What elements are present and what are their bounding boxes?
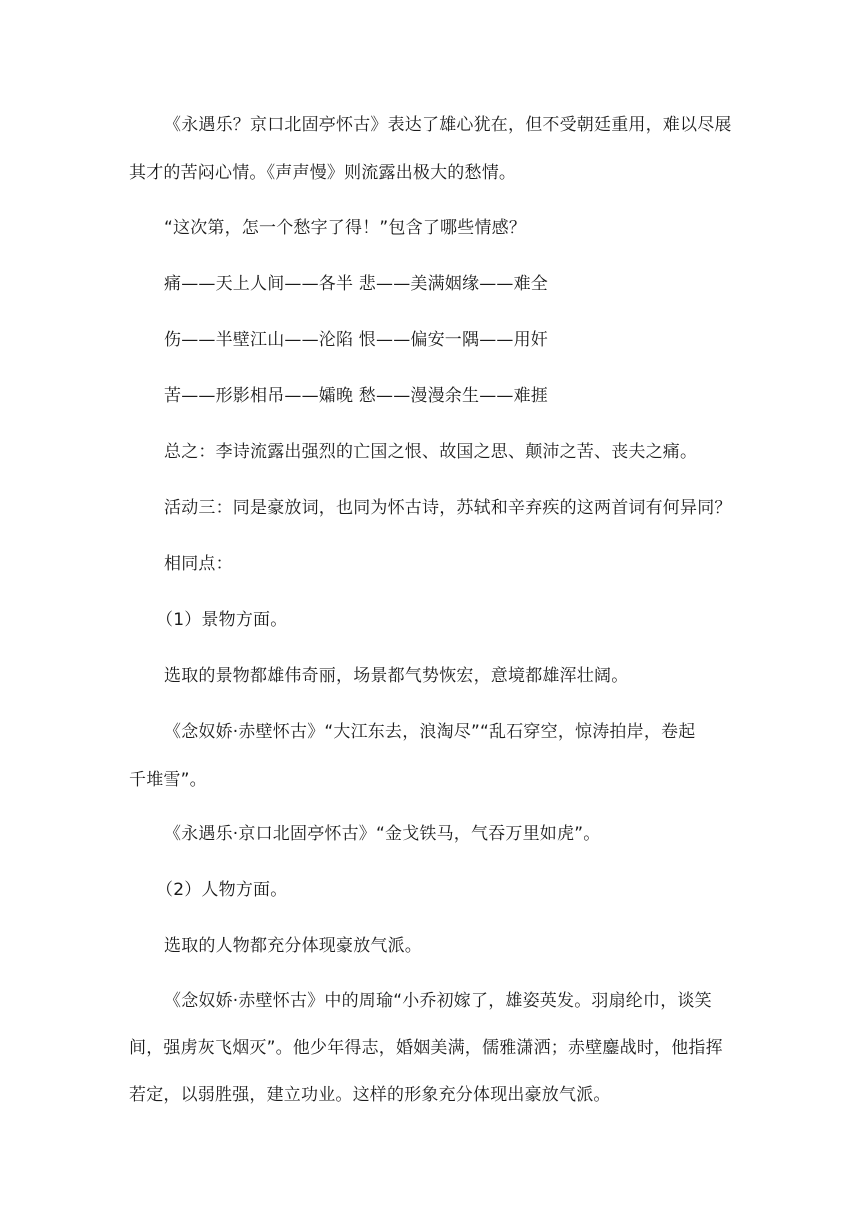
similarities-heading: 相同点： — [164, 554, 233, 574]
summary-line: 总之：李诗流露出强烈的亡国之恨、故国之思、颠沛之苦、丧夫之痛。 — [164, 442, 698, 462]
activity-three-line: 活动三：同是豪放词，也同为怀古诗，苏轼和辛弃疾的这两首词有何异同？ — [164, 498, 732, 518]
scenery-description: 选取的景物都雄伟奇丽，场景都气势恢宏，意境都雄浑壮阔。 — [164, 666, 629, 686]
nian-nu-jiao-quote-line-2: 千堆雪”。 — [129, 770, 207, 790]
paragraph-line-2: 其才的苦闷心情。《声声慢》则流露出极大的愁情。 — [129, 163, 517, 183]
zhou-yu-paragraph-line-1: 《念奴娇·赤壁怀古》中的周瑜“小乔初嫁了，雄姿英发。羽扇纶巾，谈笑 — [164, 991, 712, 1011]
characters-description: 选取的人物都充分体现豪放气派。 — [164, 936, 422, 956]
zhou-yu-paragraph-line-2: 间，强虏灰飞烟灭”。他少年得志，婚姻美满，儒雅潇洒；赤壁鏖战时，他指挥 — [129, 1038, 723, 1058]
characters-heading: （2）人物方面。 — [156, 880, 288, 900]
nian-nu-jiao-quote-line-1: 《念奴娇·赤壁怀古》“大江东去，浪淘尽”“乱石穿空，惊涛拍岸，卷起 — [164, 722, 696, 742]
paragraph-line-1: 《永遇乐？京口北固亭怀古》表达了雄心犹在，但不受朝廷重用，难以尽展 — [164, 115, 732, 135]
emotion-pair-3: 苦——形影相吊——孀晚 愁——漫漫余生——难捱 — [164, 386, 549, 406]
scenery-heading: （1）景物方面。 — [156, 610, 288, 630]
zhou-yu-paragraph-line-3: 若定，以弱胜强，建立功业。这样的形象充分体现出豪放气派。 — [129, 1085, 611, 1105]
emotion-pair-1: 痛——天上人间——各半 悲——美满姻缘——难全 — [164, 274, 549, 294]
yong-yu-le-quote: 《永遇乐·京口北固亭怀古》“金戈铁马，气吞万里如虎”。 — [164, 824, 601, 844]
emotion-pair-2: 伤——半壁江山——沦陷 恨——偏安一隅——用奸 — [164, 330, 549, 350]
question-line: “这次第，怎一个愁字了得！”包含了哪些情感？ — [164, 218, 527, 238]
